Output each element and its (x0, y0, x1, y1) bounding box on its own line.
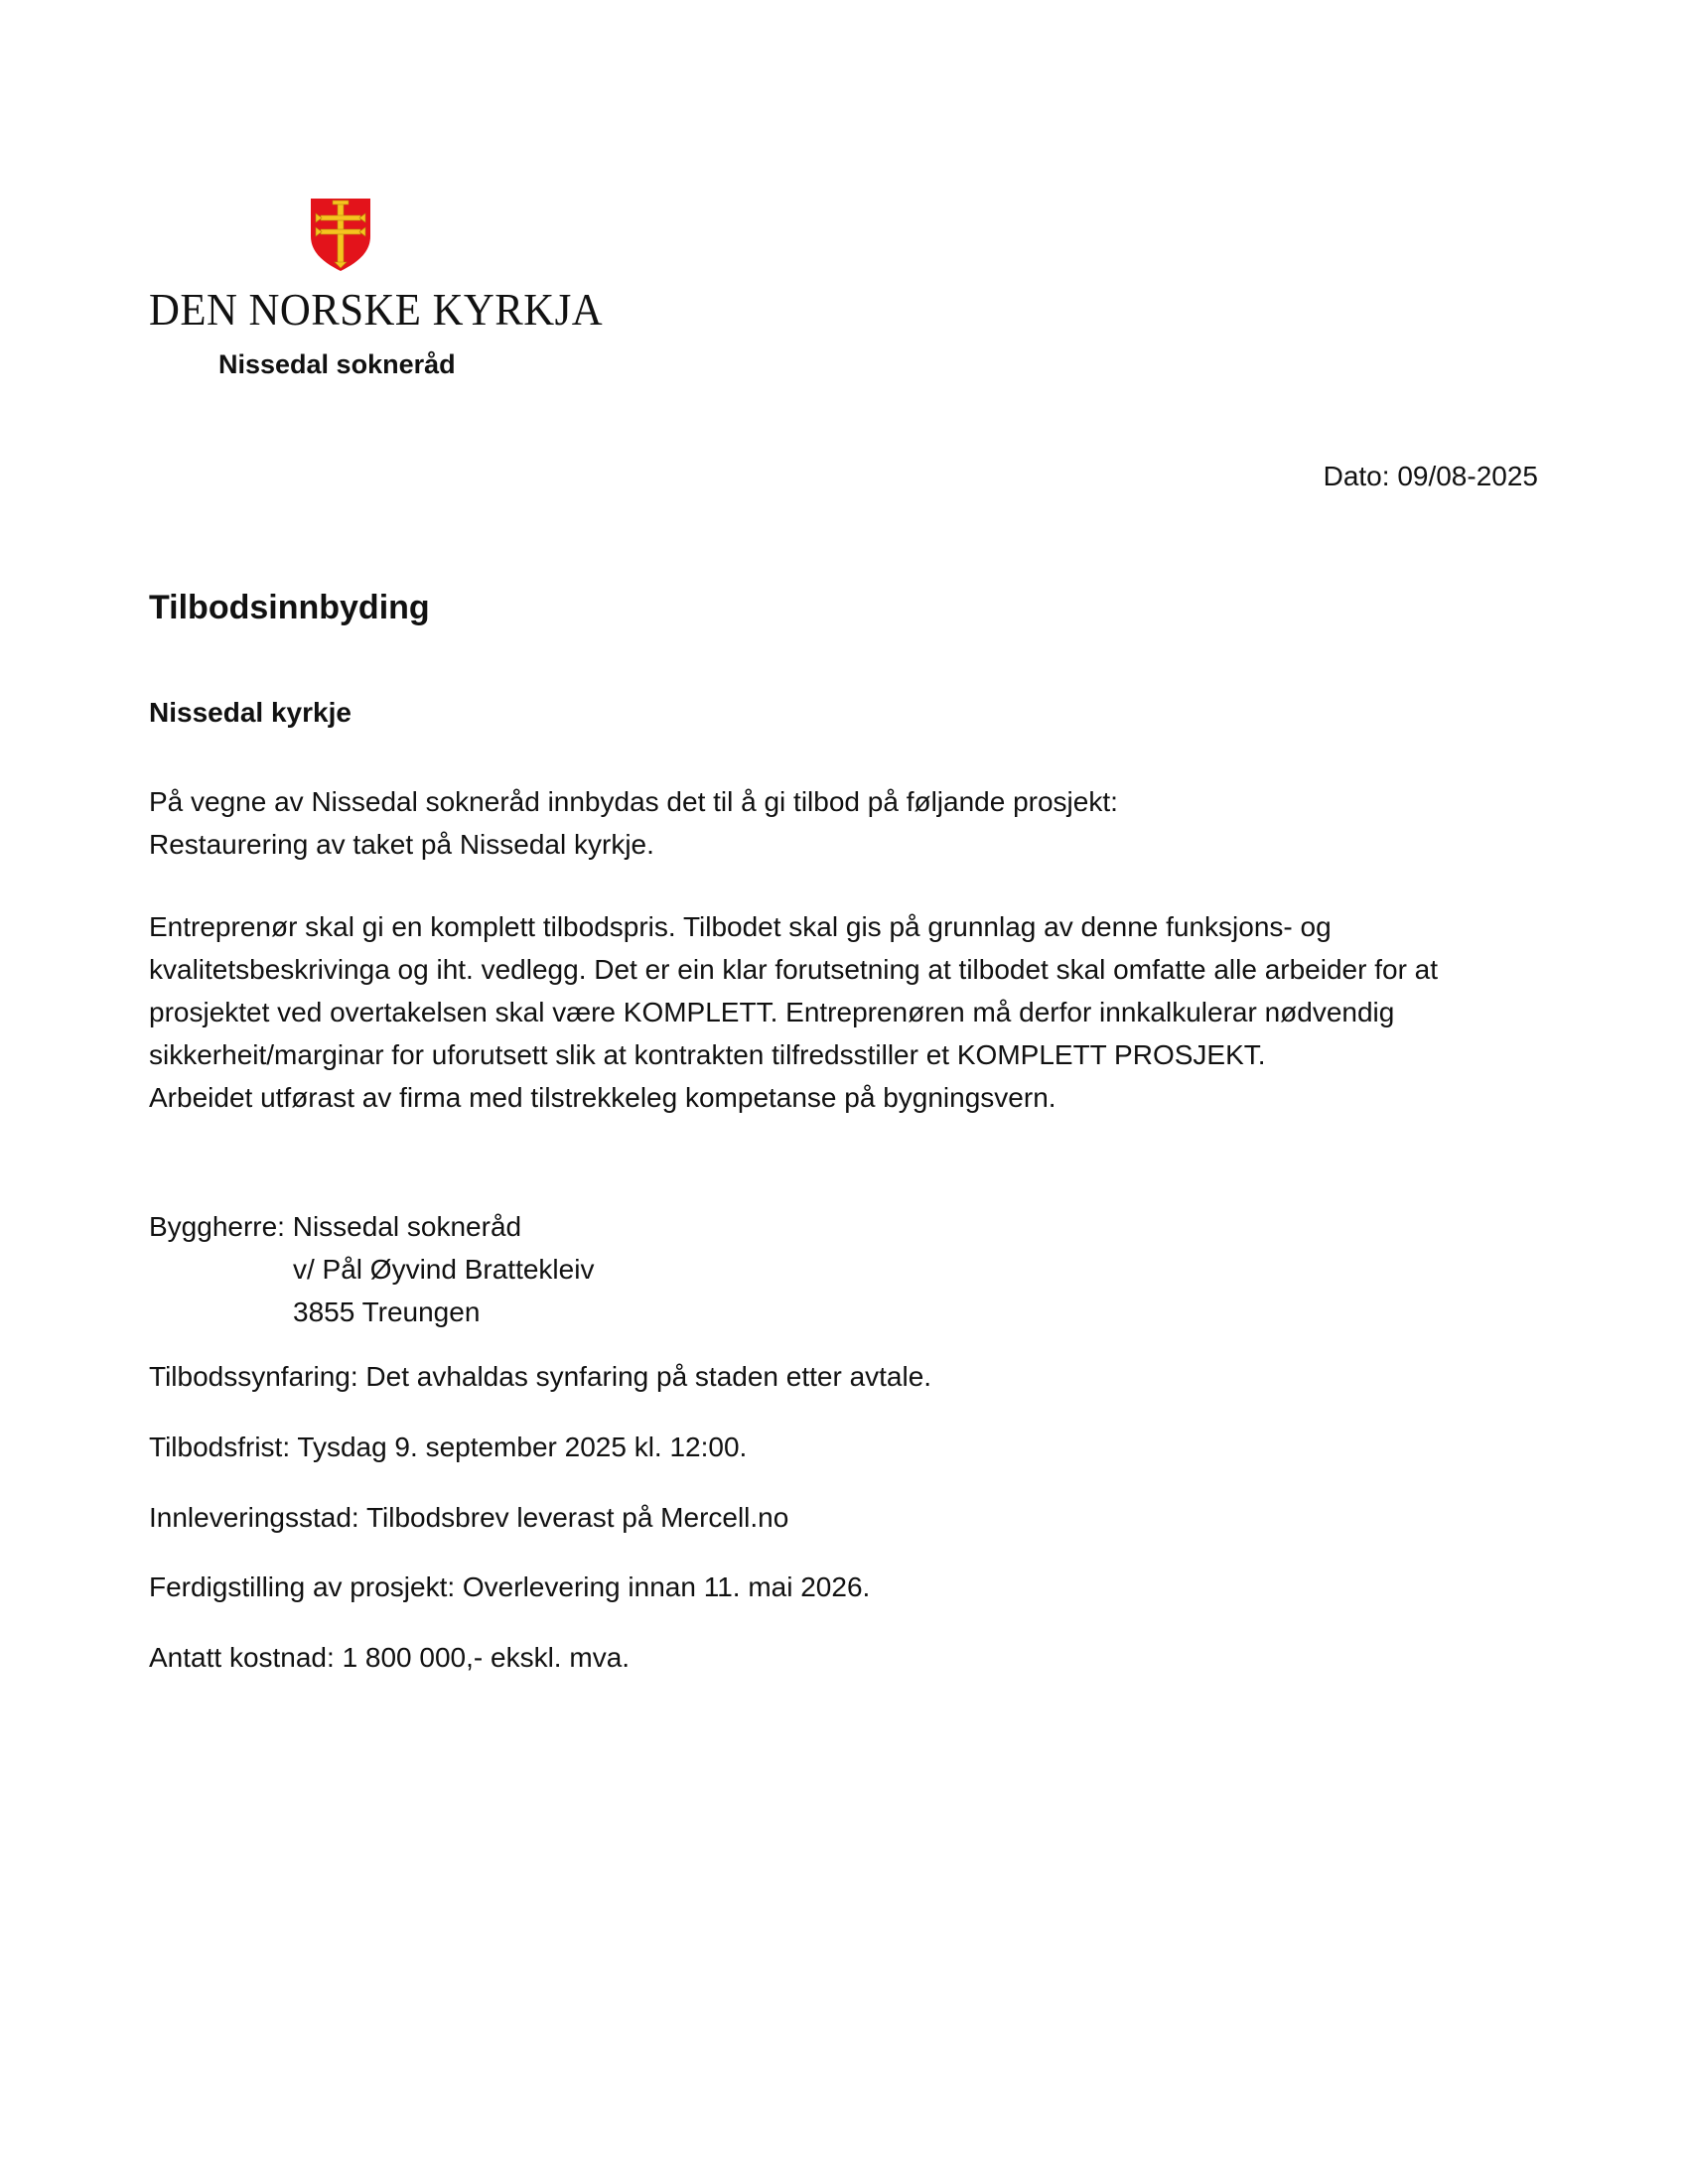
paragraph-line: På vegne av Nissedal sokneråd innbydas det til å gi tilbod på føljande prosjekt: (149, 786, 1118, 817)
date-line: Dato: 09/08-2025 (1323, 461, 1538, 491)
organization-name: Nissedal sokneråd (218, 349, 456, 379)
owner-line: Byggherre: Nissedal sokneråd (149, 1211, 522, 1242)
paragraph-line: kvalitetsbeskrivinga og iht. vedlegg. Det er ein klar forutsetning at tilbodet skal omfatte alle arbeider for at (149, 954, 1439, 985)
cost-info: Antatt kostnad: 1 800 000,- ekskl. mva. (149, 1642, 631, 1673)
delivery-place-info: Innleveringsstad: Tilbodsbrev leverast på Mercell.no (149, 1502, 789, 1533)
logo-text: DEN NORSKE KYRKJA (149, 284, 604, 335)
church-emblem-icon (309, 197, 372, 272)
requirements-paragraph (149, 905, 1559, 1119)
deadline-info: Tilbodsfrist: Tysdag 9. september 2025 kl. 12:00. (149, 1432, 748, 1462)
paragraph-line: Restaurering av taket på Nissedal kyrkje. (149, 829, 654, 860)
inspection-info: Tilbodssynfaring: Det avhaldas synfaring på staden etter avtale. (149, 1361, 932, 1392)
paragraph-line: Entreprenør skal gi en komplett tilbodspris. Tilbodet skal gis på grunnlag av denne funksjons- og (149, 911, 1332, 942)
owner-address: 3855 Treungen (293, 1297, 481, 1327)
paragraph-line: prosjektet ved overtakelsen skal være KOMPLETT. Entreprenøren må derfor innkalkulerar nødvendig (149, 997, 1395, 1027)
completion-info: Ferdigstilling av prosjekt: Overlevering innan 11. mai 2026. (149, 1571, 871, 1602)
intro-paragraph (149, 780, 1559, 866)
paragraph-line: Arbeidet utførast av firma med tilstrekkeleg kompetanse på bygningsvern. (149, 1082, 1056, 1113)
document-title: Tilbodsinnbyding (149, 589, 430, 626)
owner-contact: v/ Pål Øyvind Brattekleiv (293, 1254, 595, 1285)
subject-heading: Nissedal kyrkje (149, 697, 352, 728)
paragraph-line: sikkerheit/marginar for uforutsett slik at kontrakten tilfredsstiller et KOMPLETT PROSJEKT. (149, 1039, 1266, 1070)
building-owner-block (149, 1205, 594, 1333)
